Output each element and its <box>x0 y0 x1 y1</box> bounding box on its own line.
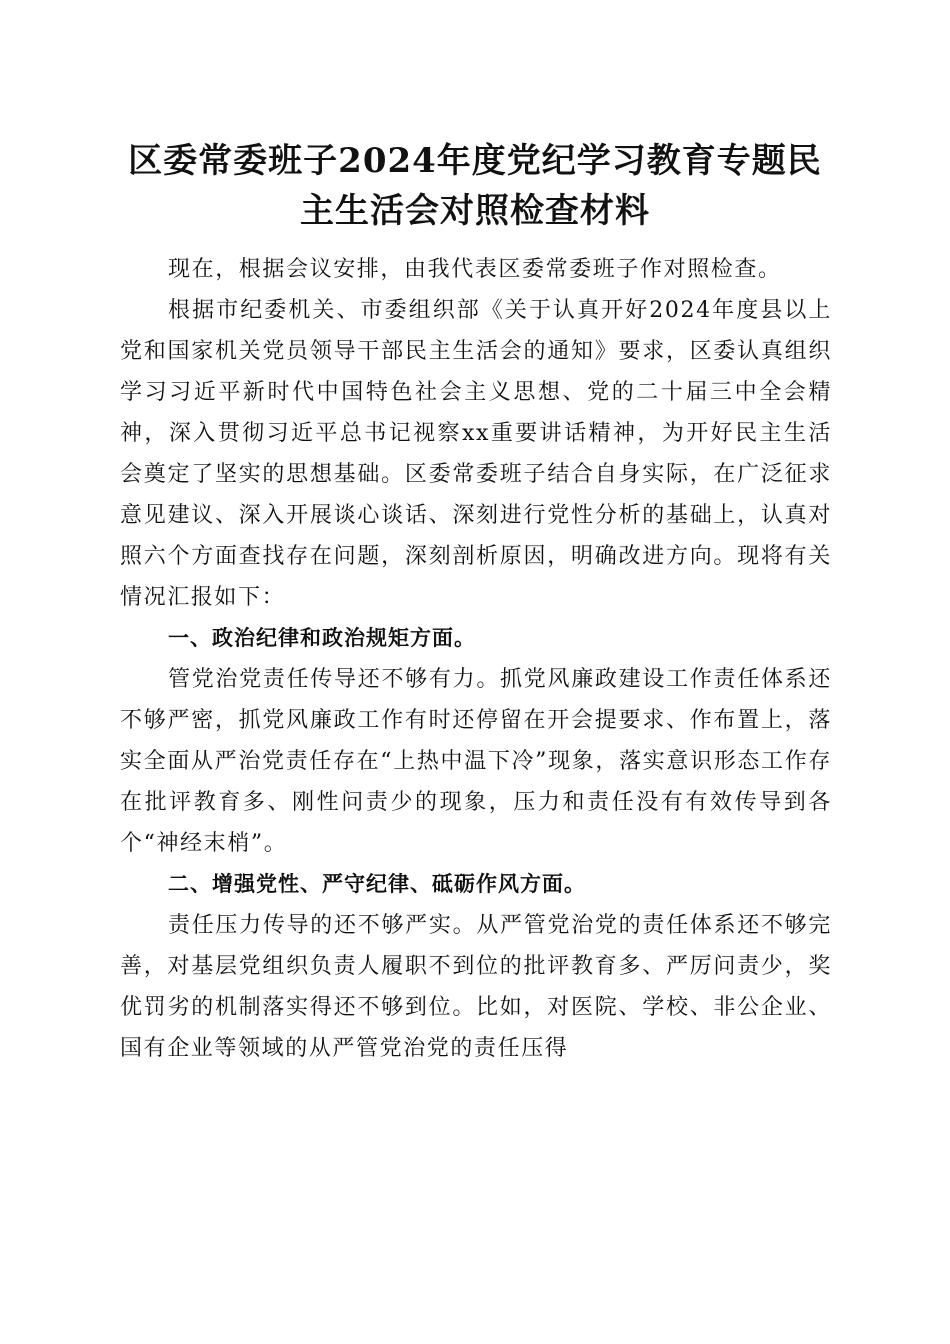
title-line-2: 主生活会对照检查材料 <box>300 191 650 231</box>
background-paragraph: 根据市纪委机关、市委组织部《关于认真开好2024年度县以上党和国家机关党员领导干部民主生活会的通知》要求，区委认真组织学习习近平新时代中国特色社会主义思想、党的二十届三中全会精神，深入贯彻习近平总书记视察xx重要讲话精神，为开好民主生活会奠定了坚实的思想基础。区委常委班子结合自身实际，在广泛征求意见建议、深入开展谈心谈话、深刻进行党性分析的基础上，认真对照六个方面查找存在问题，深刻剖析原因，明确改进方向。现将有关情况汇报如下： <box>120 298 832 610</box>
document-body <box>120 249 832 1069</box>
document-title <box>0 136 950 236</box>
intro-paragraph: 现在，根据会议安排，由我代表区委常委班子作对照检查。 <box>168 257 782 282</box>
section-heading-2: 二、增强党性、严守纪律、砥砺作风方面。 <box>168 872 586 896</box>
section-heading-1: 一、政治纪律和政治规矩方面。 <box>168 626 476 650</box>
section-1-paragraph: 管党治党责任传导还不够有力。抓党风廉政建设工作责任体系还不够严密，抓党风廉政工作有时还停留在开会提要求、作布置上，落实全面从严治党责任存在“上热中温下冷”现象，落实意识形态工作存在批评教育多、刚性问责少的现象，压力和责任没有有效传导到各个“神经末梢”。 <box>120 667 832 856</box>
section-2-paragraph: 责任压力传导的还不够严实。从严管党治党的责任体系还不够完善，对基层党组织负责人履职不到位的批评教育多、严厉问责少，奖优罚劣的机制落实得还不够到位。比如，对医院、学校、非公企业、国有企业等领域的从严管党治党的责任压得 <box>120 913 832 1061</box>
title-line-1: 区委常委班子2024年度党纪学习教育专题民 <box>128 141 822 181</box>
